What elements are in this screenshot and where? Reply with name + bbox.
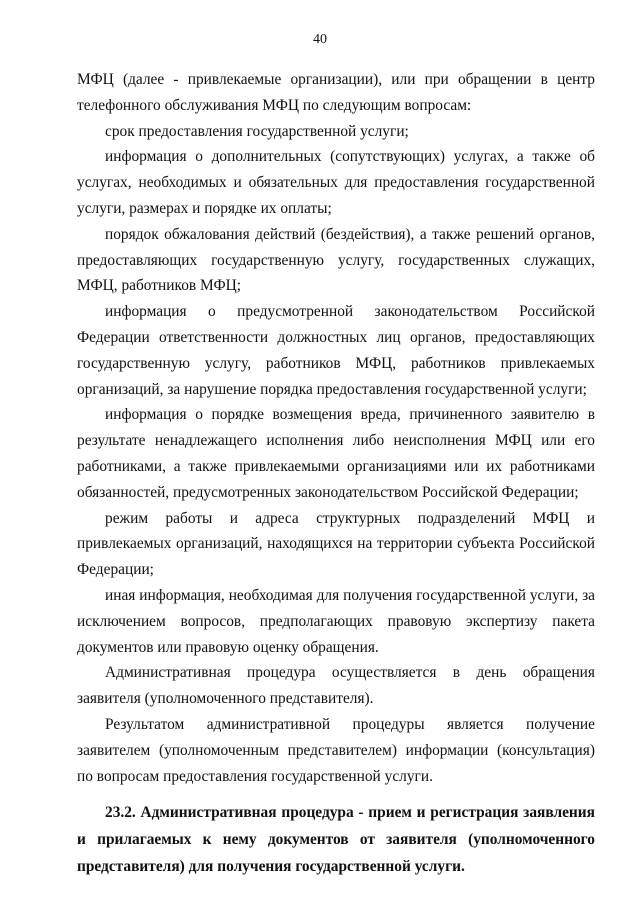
paragraph-continuation: МФЦ (далее - привлекаемые организации), или при обращении в центр телефонного обслуживания МФЦ по следующим вопросам: [77, 71, 595, 114]
list-item-additional-services: информация о дополнительных (сопутствующих) услугах, а также об услугах, необходимых и обязательных для предоставления государственной услуги, размерах и порядке их оплаты; [77, 148, 595, 217]
list-item-service-term: срок предоставления государственной услуги; [105, 122, 409, 140]
list-item-appeal-procedure: порядок обжалования действий (бездействия), а также решений органов, предоставляющих государственную услугу, государственных служащих, МФЦ, работников МФЦ; [77, 225, 595, 295]
list-item-working-hours: режим работы и адреса структурных подразделений МФЦ и привлекаемых организаций, находящихся на территории субъекта Российской Федерации; [77, 509, 595, 579]
section-heading: 23.2. Административная процедура - прием и регистрация заявления и прилагаемых к нему документов от заявителя (уполномоченного представителя) для получения государственной услуги. [77, 804, 595, 876]
list-item-other-information: иная информация, необходимая для получения государственной услуги, за исключением вопросов, предполагающих правовую экспертизу пакета документов или правовую оценку обращения. [77, 586, 595, 656]
list-item-liability: информация о предусмотренной законодательством Российской Федерации ответственности должностных лиц органов, предоставляющих государственную услугу, работников МФЦ, работников привлекаемых организаций, за нарушение порядка предоставления государственной услуги; [77, 303, 595, 398]
document-body [77, 67, 595, 880]
list-item-damage-compensation: информация о порядке возмещения вреда, причиненного заявителю в результате ненадлежащего исполнения либо неисполнения МФЦ или его работниками, а также привлекаемыми организациями или их работниками обязанностей, предусмотренных законодательством Российской Федерации; [77, 406, 595, 501]
paragraph-procedure-result: Результатом административной процедуры является получение заявителем (уполномоченным представителем) информации (консультация) по вопросам предоставления государственной услуги. [77, 715, 595, 785]
paragraph-procedure-timing: Административная процедура осуществляется в день обращения заявителя (уполномоченного представителя). [77, 664, 595, 708]
page-number: 40 [313, 32, 327, 47]
